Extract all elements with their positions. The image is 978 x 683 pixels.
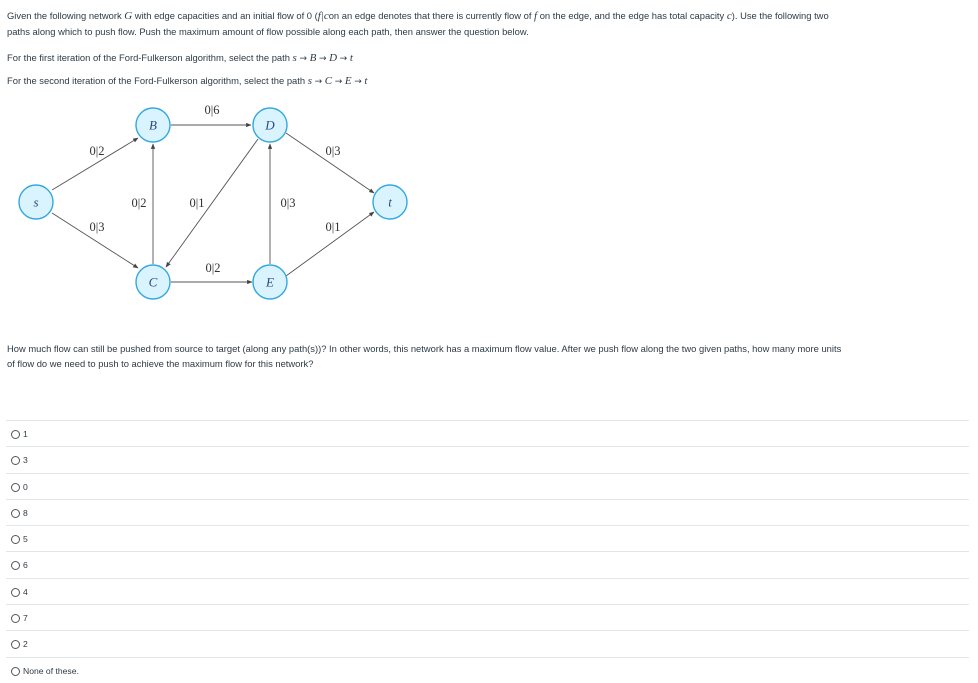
node-label-C: C	[148, 274, 158, 290]
answer-option[interactable]	[6, 473, 969, 499]
edge-label-E-t: 0|1	[325, 220, 341, 234]
node-label-s: s	[33, 194, 39, 210]
node-label-E: E	[266, 274, 274, 290]
intro-text: on an edge denotes that there is currently flow of	[328, 10, 535, 21]
node-label-B: B	[149, 117, 157, 133]
path-node: B	[309, 52, 317, 64]
answer-label: 0	[23, 481, 28, 492]
path-node: s	[292, 52, 297, 64]
question-line-2: of flow do we need to push to achieve the maximum flow for this network?	[7, 358, 314, 369]
path-node: t	[349, 52, 353, 64]
intro-text: Given the following network	[7, 10, 125, 21]
answer-label: 7	[23, 613, 28, 624]
flow-symbol: f	[317, 10, 321, 22]
intro-text: with edge capacities and an initial flow of 0 (	[132, 10, 318, 21]
edge-label-D-t: 0|3	[325, 144, 341, 158]
iteration-2-instruction	[7, 73, 367, 90]
answer-label: 6	[23, 560, 28, 571]
path-node: t	[364, 75, 368, 87]
path-arrow: →	[299, 54, 307, 64]
problem-intro	[7, 8, 972, 39]
answer-option[interactable]	[6, 630, 969, 656]
path-arrow: →	[339, 54, 348, 64]
edge-D-t	[286, 133, 374, 193]
path-node: E	[344, 75, 352, 87]
node-label-t: t	[388, 194, 392, 210]
radio-button[interactable]	[11, 509, 20, 518]
radio-button[interactable]	[11, 667, 20, 676]
graph-symbol: G	[124, 10, 133, 22]
edge-label-s-B: 0|2	[89, 144, 105, 158]
path-node: C	[324, 75, 333, 87]
path-node: D	[329, 52, 338, 64]
intro-line-1	[7, 8, 972, 24]
answer-label: 8	[23, 507, 28, 518]
path-arrow: →	[354, 77, 362, 87]
radio-button[interactable]	[11, 535, 20, 544]
answer-label: 2	[23, 639, 28, 650]
answer-option[interactable]	[6, 657, 969, 683]
capacity-symbol: c	[726, 10, 732, 22]
radio-button[interactable]	[11, 588, 20, 597]
intro-text: on the edge, and the edge has total capacity	[537, 10, 727, 21]
node-label-D: D	[265, 117, 275, 133]
path-arrow: →	[318, 54, 327, 64]
radio-button[interactable]	[11, 483, 20, 492]
path-node: s	[307, 75, 312, 87]
question-line-1: How much flow can still be pushed from source to target (along any path(s))? In other words, this network has a maximum flow value. After we push flow along the two given paths, how many more units	[7, 343, 842, 354]
flow-symbol: f	[534, 10, 538, 22]
answer-label: 1	[23, 429, 28, 439]
answer-options	[6, 420, 969, 683]
question-text	[7, 341, 975, 371]
edge-label-B-D: 0|6	[204, 103, 220, 117]
edge-label-C-E: 0|2	[205, 261, 221, 275]
answer-option[interactable]	[6, 420, 969, 446]
radio-button[interactable]	[11, 561, 20, 570]
flow-network-diagram	[0, 92, 440, 307]
answer-option[interactable]	[6, 604, 969, 630]
answer-option[interactable]	[6, 578, 969, 604]
edge-label-s-C: 0|3	[89, 220, 105, 234]
capacity-symbol: |c	[320, 10, 329, 22]
path-arrow: →	[314, 77, 323, 87]
edge-label-C-B: 0|2	[131, 196, 147, 210]
iteration-1-text: For the first iteration of the Ford-Fulkerson algorithm, select the path	[7, 52, 293, 63]
answer-label: 5	[23, 534, 28, 545]
radio-button[interactable]	[11, 430, 20, 439]
answer-label: None of these.	[23, 665, 79, 676]
iteration-1-instruction	[7, 50, 353, 67]
edge-label-D-C: 0|1	[189, 196, 205, 210]
answer-label: 4	[23, 586, 28, 597]
answer-label: 3	[23, 455, 28, 466]
radio-button[interactable]	[11, 456, 20, 465]
answer-option[interactable]	[6, 446, 969, 472]
radio-button[interactable]	[11, 614, 20, 623]
answer-option[interactable]	[6, 525, 969, 551]
answer-option[interactable]	[6, 499, 969, 525]
iteration-2-text: For the second iteration of the Ford-Fulkerson algorithm, select the path	[7, 75, 308, 86]
intro-text: ). Use the following two	[731, 10, 829, 21]
radio-button[interactable]	[11, 640, 20, 649]
edge-label-E-D: 0|3	[280, 196, 296, 210]
intro-line-2: paths along which to push flow. Push the maximum amount of flow possible along each path, then answer the question below.	[7, 26, 529, 37]
edge-D-C	[166, 139, 258, 267]
path-arrow: →	[334, 77, 343, 87]
answer-option[interactable]	[6, 551, 969, 577]
